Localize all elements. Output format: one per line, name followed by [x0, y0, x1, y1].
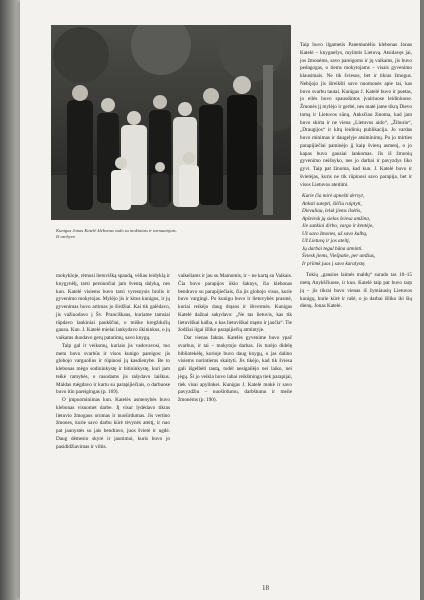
- text-column-left: [56, 273, 170, 451]
- paragraph: Taip gal ir veiksmų, kuriais jis vadovavosi, tuo metu buvo svarbūs ir visos kunigo pareigos: jis globojo varguolius ir rūpinosi jų kasdienybe. Be to klebonas mėgo sodininkystę ir bitininkystę, kuri jam teikė ramybės, o rasodams jis rašydavo laiškus. Maldas mėgdavo ir kartu su parapijiečiais, o darbuose buvo itin pareigingas (p. 169).: [56, 342, 170, 396]
- poem-line: Ir priimk juos į savo karalystę.: [302, 260, 366, 267]
- paragraph: O įmpuominimas kun. Katelės asmenybės buvo klebonas visuomet darbe. Jį visur lydėdavo tikras lietuvio žmogaus orumas ir nuoširdumas. Jis vertino žmones, kurie savo darbu kūrė tėvynės ateitį, ir nuo pat jaunystės su jais bendravo, juos švietė ir ugdė. Daug dėmesio skyrė ir jaunimui, kuris buvo jo pasididžiavimas ir viltis.: [56, 397, 170, 450]
- poem-line: Kurie čia mirė apnešti dervyt,: [302, 193, 365, 200]
- poem-line: Jų darbai tegul būna atminti.: [302, 245, 363, 252]
- poem-line: Anksti sutepti, šilčiu raiptyti,: [302, 200, 362, 207]
- book-binding-edge: [0, 0, 20, 600]
- paragraph: Dar vienas faktas. Katelės gyvenime buvo ypač svarbus, ir tai – mokytojo darbas. Jis turėjo didelę bibliotekėlę, kurioje buvo daug knygų, o jas dalino visiems norintiems skaityti. Jis tikėjo, kad tik šviesa gali išgelbėti tautą, todėl nesigailėjo nei laiko, nei jėgų. Ši jo veikla buvo labai reikšminga tiek parapijai, tiek visai apylinkei. Kunigas J. Katelė mokė ir savo pavyzdžiu – nuoširdumu, darbštumu ir meile žmonėms (p. 190).: [178, 335, 292, 403]
- caption-line-1: Kunigas Jonas Katelė klebonas sodo su mokiniais ir tarnautojais.: [56, 228, 177, 233]
- caption-line-2: Iš archyvo: [56, 234, 76, 239]
- paragraph: Taip buvo ilgametis Panemunėlio klebonas Jonas Katelė – knygnešys, mylintis Lietuvą. Atsidavęs jai, jos žmonėms, savo pareigoms ir jų vaikams, jis buvo pedagogas, o tiems mokytojams – visais gyvenimo klausimais. Ne tik šviesus, bet ir tikras žmogus. Nebijojo jis išreikšti savo nuomonės apie tai, kas buvo svarbu tautai. Kunigas J. Katelė buvo ir poetas, jo eilės buvo spausdintos įvairiuose leidiniuose. Žmonės jį mylėjo ir gerbė, nes matė jame tikrą Dievo tarną ir Lietuvos sūnų. Anksčiau žinoma, kad jam buvo skirta ir ne viena „Lietuvos aido“, „Žiburio“, „Draugijos“ ir kitų leidinių publikacija. Jo vardas buvo minimas ir daugelyje atsiminimų. Po jo mirties parapijiečiai paminėjo jį kaip šviesų asmenį, o jo kapas buvo gausiai lankomas. Jis iš žmonių gyvenimo neišnyko, nes jo darbai ir pavyzdys liko gyvi. Taip pat žinoma, kad kun. J. Katelė buvo ir švietėjas, kuris ne tik rūpinosi savo parapija, bet ir visos Lietuvos ateitimi.: [300, 42, 412, 188]
- paragraph: Tokių „gausios laimės maldų“ surado tas 10–15 metų Anykščiuose, ir kun. Katelė taip pat buvo tarp jų – jis tikrai buvo vienas iš žymiausių Lietuvos kunigų, kurie kūrė ir rašė, o jo darbai išliko iki šių dienų. Jonas Katelė.: [300, 272, 412, 310]
- paragraph: vaikeliams ir jau su Mamomis, ir – ne kartą su Vaikais. Čia buvo parapijos ūkio šaknys, čia klebonas bendravo su parapijiečiais, čia jis globojo visus, kurie buvo vargingi. Po kunigu buvo ir lietuvybės prasmė, kuriai reikėjo daug drąsos ir ištvermės. Kunigas Katelė dažnai sakydavo: „Ne tas lietuvis, kas tik lietuviškai kalba, o kas lietuviškai mąsto ir jaučia“. Tie žodžiai ilgai išliko parapijiečių atmintyje.: [178, 273, 293, 334]
- paragraph: mokykloje, rėmusi lietuvišką spaudą, vėliau leidyklą ir knygynėlį, tarsi persiunčiai jam šventą dalyką, nes kun. Katelė visiems buvo tarsi vyresnysis brolis ir gyvenimo mokytojas. Mylėjo jis ir kitus kunigus, ir jų gyvenimas buvo artimas jo širdžiai. Kai tik galėdavo, jis važiuodavo į Šv. Pranciškaus, kuriame tamsiai tūpdavo lankiniai paukščiai, o miške kregždučių gausu. Kun. J. Katelė mielai lankydavo ūkininkus, o jų vaikams duodavo gerų patarimų, savo knygų.: [56, 273, 170, 341]
- photo-caption: [56, 228, 296, 240]
- poem-line: Už savo žmones, už savo kalbą,: [302, 230, 368, 237]
- poem-line: Už Lietuvą ir jos ateitį,: [302, 238, 350, 245]
- poem: [302, 193, 412, 268]
- historical-group-photo: [51, 25, 291, 220]
- group-portrait-photo-icon: [51, 25, 291, 220]
- text-column-right: [300, 42, 412, 311]
- poem-line: Šviesk jiems, Viešpatie, per amžius,: [302, 253, 376, 260]
- text-column-middle: [178, 273, 292, 405]
- poem-line: Jie sunkiai dirbo, vargo ir kentėjo,: [302, 223, 374, 230]
- page-number: 18: [262, 584, 269, 592]
- poem-line: Apšviesk jų sielas šviesa amžina,: [302, 215, 371, 222]
- poem-line: Dievuliau, leisk jiems ilsėtis,: [302, 208, 362, 215]
